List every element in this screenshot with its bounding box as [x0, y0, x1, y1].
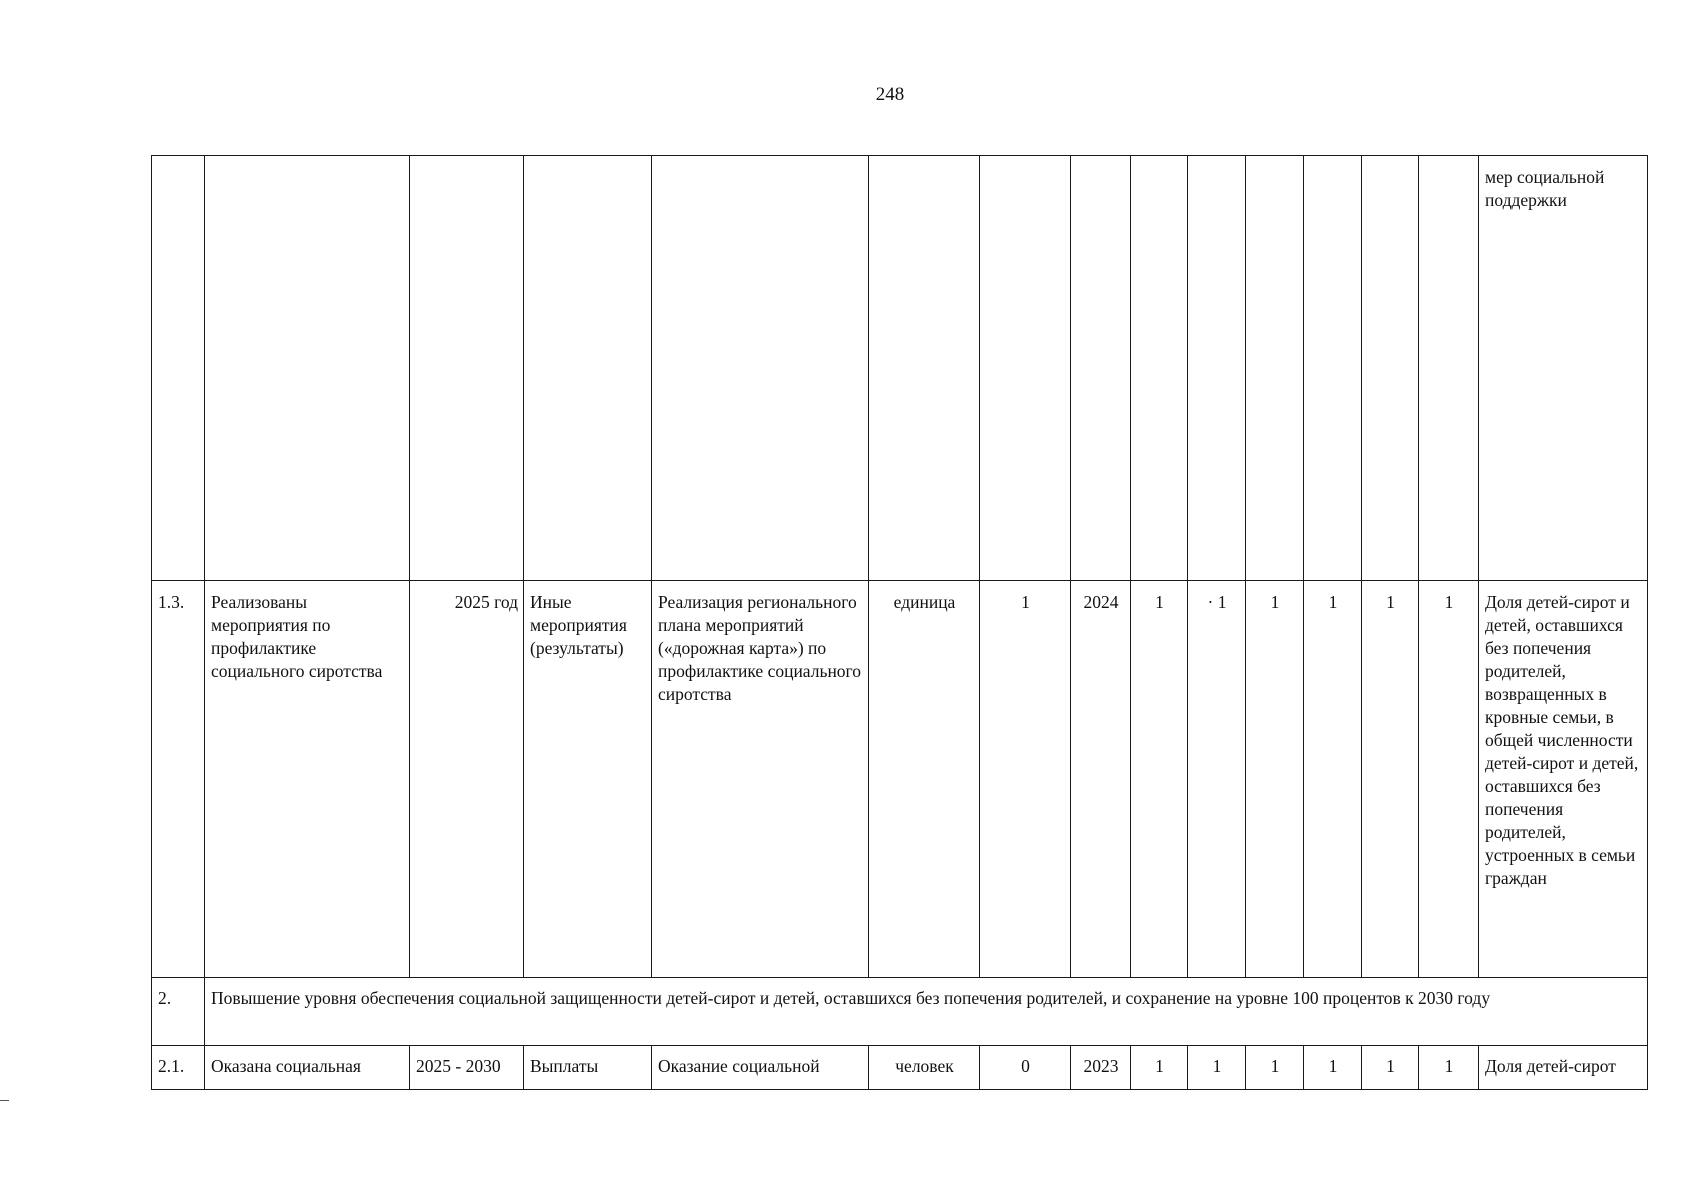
unit-cell: человек [869, 1046, 980, 1090]
unit-cell: единица [869, 581, 980, 978]
year-value-cell: 1 [1131, 1046, 1188, 1090]
year-value-cell: 1 [1419, 1046, 1479, 1090]
type-cell: Иные мероприятия (результаты) [524, 581, 652, 978]
row-number-cell: 2. [152, 978, 205, 1046]
characteristic-cell: Оказание социальной [652, 1046, 869, 1090]
base-value-cell: 1 [980, 581, 1071, 978]
year-value-cell: 1 [1188, 1046, 1246, 1090]
base-year-cell: 2023 [1071, 1046, 1131, 1090]
table-row-1-3 [152, 581, 1648, 978]
scan-edge-mark [0, 1100, 9, 1101]
results-table [151, 155, 1648, 1090]
row-number-cell: 1.3. [152, 581, 205, 978]
year-value-cell: 1 [1362, 581, 1419, 978]
linked-indicator-cell: Доля детей-сирот и детей, оставшихся без попечения родителей, возвращенных в кровные семьи, в общей численности детей-сирот и детей, оставшихся без попечения родителей, устроенных в семьи граждан [1479, 581, 1648, 978]
period-cell: 2025 - 2030 [410, 1046, 524, 1090]
result-name-cell: Оказана социальная [205, 1046, 410, 1090]
year-value-cell: 1 [1131, 581, 1188, 978]
year-value-cell: 1 [1246, 1046, 1304, 1090]
task-text-cell: Повышение уровня обеспечения социальной защищенности детей-сирот и детей, оставшихся без попечения родителей, и сохранение на уровне 100 процентов к 2030 году [205, 978, 1648, 1046]
type-cell: Выплаты [524, 1046, 652, 1090]
row-number-cell: 2.1. [152, 1046, 205, 1090]
year-value-cell: · 1 [1188, 581, 1246, 978]
base-value-cell: 0 [980, 1046, 1071, 1090]
page-number: 248 [875, 84, 905, 105]
table-row-2-1 [152, 1046, 1648, 1090]
base-year-cell: 2024 [1071, 581, 1131, 978]
period-cell: 2025 год [410, 581, 524, 978]
table-row-2-task [152, 978, 1648, 1046]
year-value-cell: 1 [1304, 581, 1362, 978]
result-name-cell: Реализованы мероприятия по профилактике социального сиротства [205, 581, 410, 978]
year-value-cell: 1 [1246, 581, 1304, 978]
table-row-continuation [152, 156, 1648, 581]
year-value-cell: 1 [1362, 1046, 1419, 1090]
characteristic-cell: Реализация регионального плана мероприятий («дорожная карта») по профилактике социального сиротства [652, 581, 869, 978]
year-value-cell: 1 [1304, 1046, 1362, 1090]
linked-indicator-cell: Доля детей-сирот [1479, 1046, 1648, 1090]
year-value-cell: 1 [1419, 581, 1479, 978]
continued-note-cell: мер социальной поддержки [1479, 156, 1648, 581]
